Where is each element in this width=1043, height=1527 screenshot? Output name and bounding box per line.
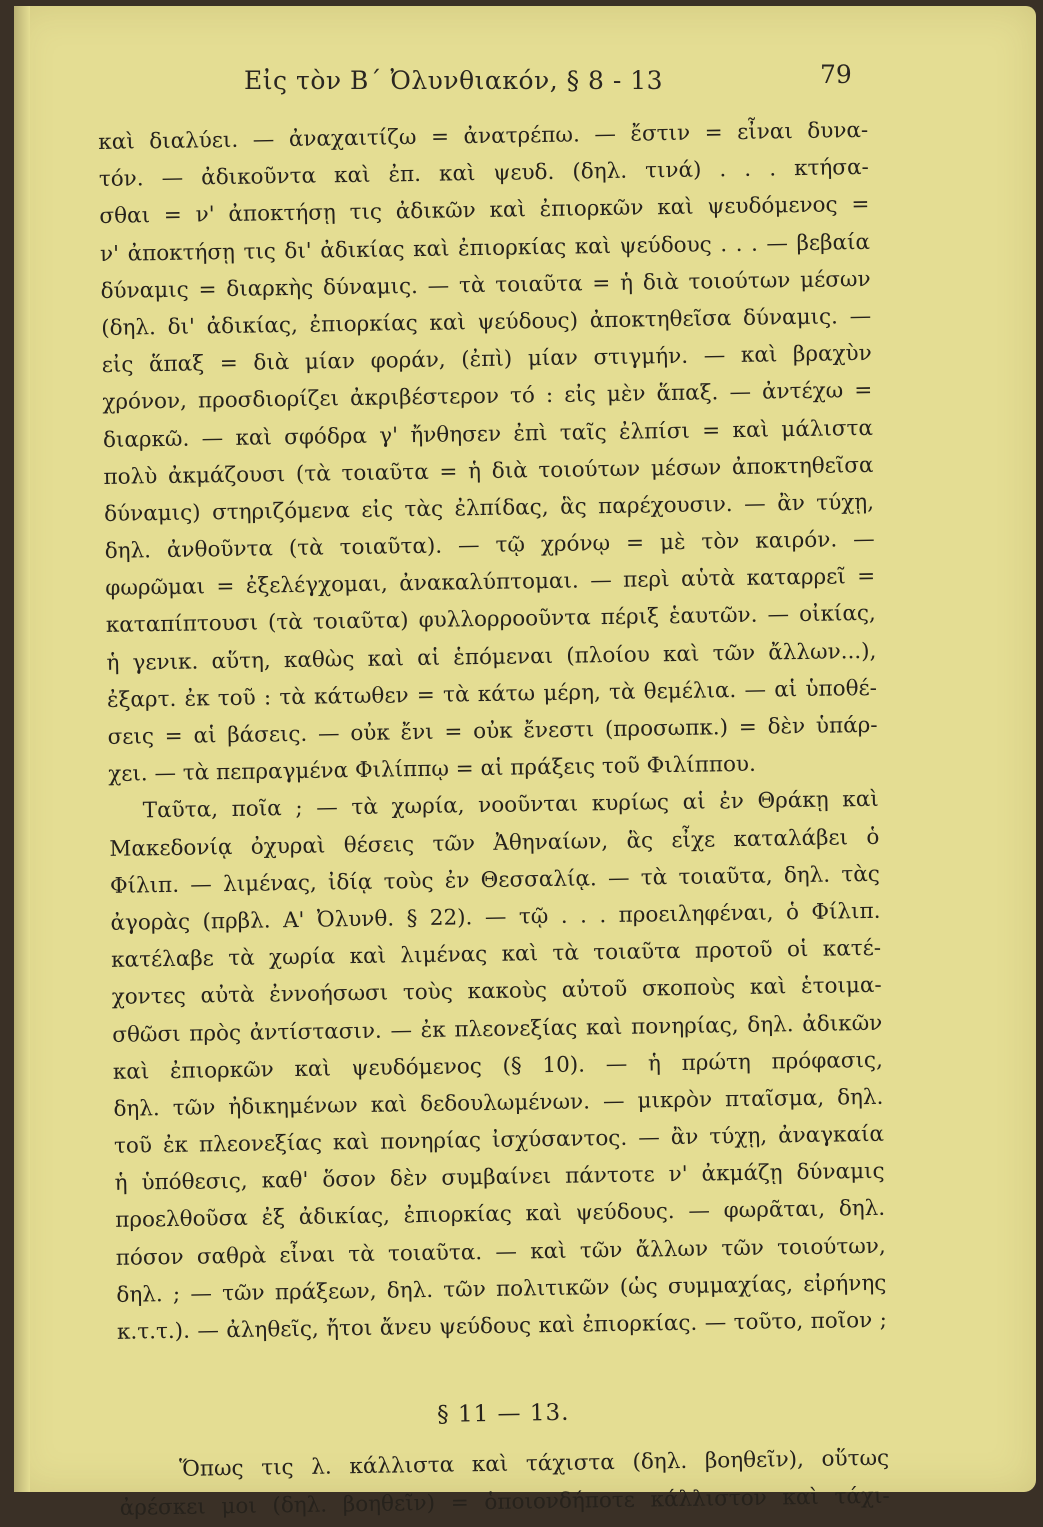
text-line: φωρῶμαι = ἐξελέγχομαι, ἀνακαλύπτομαι. — περὶ αὑτὰ καταρρεῖ = [105, 564, 876, 602]
book-page [14, 6, 1036, 1521]
text-line: ἡ γενικ. αὕτη, καθὼς καὶ αἱ ἑπόμεναι (πλοίου καὶ τῶν ἄλλων...), [106, 638, 877, 676]
text-line: καὶ διαλύει. — ἀναχαιτίζω = ἀνατρέπω. — ἔστιν = εἶναι δυνα- [98, 117, 869, 155]
text-line: εἰς ἅπαξ = διὰ μίαν φοράν, (ἐπὶ) μίαν στιγμήν. — καὶ βραχὺν [101, 341, 872, 379]
text-line: κατέλαβε τὰ χωρία καὶ λιμένας καὶ τὰ τοιαῦτα προτοῦ οἱ κατέ- [110, 935, 882, 974]
text-line: δηλ. τῶν ἠδικημένων καὶ δεδουλωμένων. — μικρὸν πταῖσμα, δηλ. [113, 1084, 884, 1122]
text-line: Μακεδονίᾳ ὀχυραὶ θέσεις τῶν Ἀθηναίων, ἃς εἶχε καταλάβει ὁ [109, 824, 880, 862]
text-line: πόσον σαθρὰ εἶναι τὰ τοιαῦτα. — καὶ τῶν ἄλλων τῶν τοιούτων, [115, 1233, 886, 1271]
text-line: σθῶσι πρὸς ἀντίστασιν. — ἐκ πλεονεξίας καὶ πονηρίας, δηλ. ἀδικῶν [112, 1010, 883, 1048]
commentary-body [98, 112, 890, 1527]
page-header [14, 60, 1036, 100]
text-line: χει. — τὰ πεπραγμένα Φιλίππῳ = αἱ πράξεις τοῦ Φιλίππου. [108, 751, 757, 788]
text-line: καὶ ἐπιορκῶν καὶ ψευδόμενος (§ 10). — ἡ πρώτη πρόφασις, [112, 1047, 883, 1085]
text-line: κ.τ.τ.). — ἀληθεῖς, ἤτοι ἄνευ ψεύδους καὶ ἐπιορκίας. — τοῦτο, ποῖον ; [116, 1307, 888, 1345]
text-line: (δηλ. δι' ἀδικίας, ἐπιορκίας καὶ ψεύδους) ἀποκτηθεῖσα δύναμις. — [101, 303, 872, 341]
text-line: δηλ. ; — τῶν πράξεων, δηλ. τῶν πολιτικῶν (ὡς συμμαχίας, εἰρήνης [116, 1270, 887, 1308]
page-gutter [14, 6, 30, 1492]
text-line: ἡ ὑπόθεσις, καθ' ὅσον δὲν συμβαίνει πάντοτε ν' ἀκμάζῃ δύναμις [114, 1159, 885, 1197]
text-line: χοντες αὐτὰ ἐννοήσωσι τοὺς κακοὺς αὐτοῦ σκοποὺς καὶ ἑτοιμα- [111, 973, 882, 1011]
text-line: ἐξαρτ. ἐκ τοῦ : τὰ κάτωθεν = τὰ κάτω μέρη, τὰ θεμέλια. — αἱ ὑποθέ- [106, 675, 878, 713]
text-line: δύναμις) στηριζόμενα εἰς τὰς ἐλπίδας, ἃς παρέχουσιν. — ἂν τύχῃ, [103, 489, 875, 527]
text-line: προελθοῦσα ἐξ ἀδικίας, ἐπιορκίας καὶ ψεύδους. — φωρᾶται, δηλ. [115, 1196, 886, 1234]
text-line: σθαι = ν' ἀποκτήσῃ τις ἀδικῶν καὶ ἐπιορκῶν καὶ ψευδόμενος = [99, 192, 870, 230]
text-line: πολὺ ἀκμάζουσι (τὰ τοιαῦτα = ἡ διὰ τοιούτων μέσων ἀποκτηθεῖσα [103, 452, 874, 490]
text-line: ἀγορὰς (πρβλ. Α' Ὀλυνθ. § 22). — τῷ . . . προειληφέναι, ὁ Φίλιπ. [110, 898, 881, 936]
text-line: τοῦ ἐκ πλεονεξίας καὶ πονηρίας ἰσχύσαντος. — ἂν τύχῃ, ἀναγκαία [113, 1121, 885, 1159]
page-number: 79 [820, 60, 852, 89]
section-heading: § 11 — 13. [436, 1400, 570, 1429]
running-head: Εἰς τὸν Β΄ Ὀλυνθιακόν, § 8 - 13 [244, 66, 664, 95]
text-line: διαρκῶ. — καὶ σφόδρα γ' ἤνθησεν ἐπὶ ταῖς ἐλπίσι = καὶ μάλιστα [102, 415, 874, 453]
text-line: δηλ. ἀνθοῦντα (τὰ τοιαῦτα). — τῷ χρόνῳ = μὲ τὸν καιρόν. — [104, 526, 875, 565]
text-line: Φίλιπ. — λιμένας, ἰδίᾳ τοὺς ἐν Θεσσαλίᾳ. — τὰ τοιαῦτα, δηλ. τὰς [109, 861, 881, 899]
text-line: σεις = αἱ βάσεις. — οὐκ ἔνι = οὐκ ἔνεστι (προσωπκ.) = δὲν ὑπάρ- [107, 712, 878, 750]
text-line: δύναμις = διαρκὴς δύναμις. — τὰ τοιαῦτα = ἡ διὰ τοιούτων μέσων [100, 266, 871, 304]
text-line: Ταῦτα, ποῖα ; — τὰ χωρία, νοοῦνται κυρίως αἱ ἐν Θράκῃ καὶ [142, 787, 879, 824]
text-line: ἀρέσκει μοι (δηλ. βοηθεῖν) = ὁποιονδήποτε κάλλιστον καὶ τάχι- [119, 1483, 890, 1521]
text-line: τόν. — ἀδικοῦντα καὶ ἐπ. καὶ ψευδ. (δηλ. τινά) . . . κτήσα- [98, 155, 869, 193]
text-line: καταπίπτουσι (τὰ τοιαῦτα) φυλλορροοῦντα πέριξ ἑαυτῶν. — οἰκίας, [105, 601, 876, 639]
text-line: ν' ἀποκτήσῃ τις δι' ἀδικίας καὶ ἐπιορκίας καὶ ψεύδους . . . — βεβαία [99, 229, 871, 267]
text-line: χρόνον, προσδιορίζει ἀκριβέστερον τό : εἰς μὲν ἅπαξ. — ἀντέχω = [102, 378, 873, 416]
text-line: Ὅπως τις λ. κάλλιστα καὶ τάχιστα (δηλ. βοηθεῖν), οὕτως [178, 1446, 890, 1483]
